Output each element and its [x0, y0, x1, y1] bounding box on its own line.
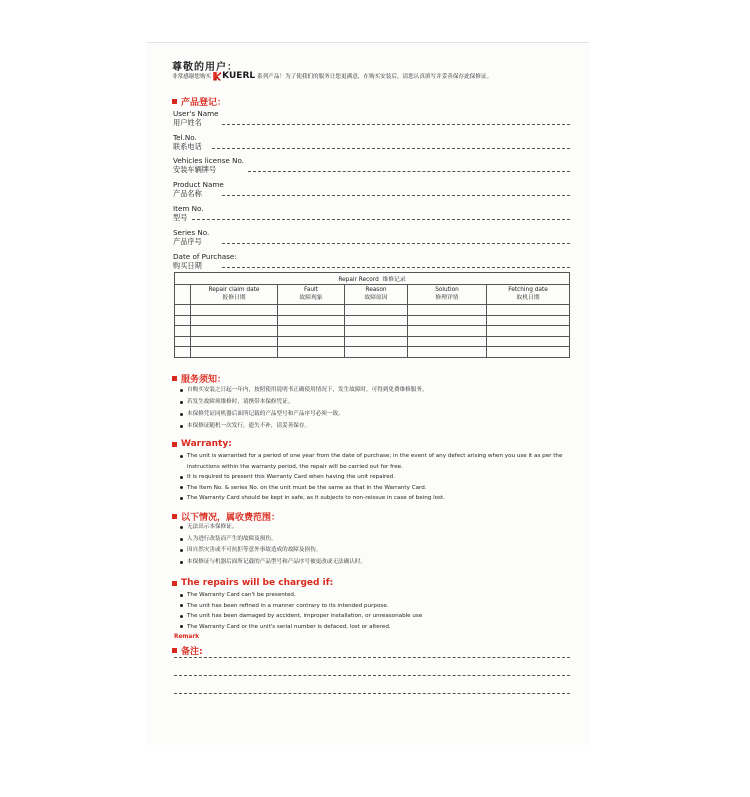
field-series-no [173, 229, 209, 246]
list-item-text: 本保修凭证同机器后面所记载的产品型号和产品序号必须一致。 [187, 411, 344, 417]
list-item [180, 557, 366, 569]
charged-en-list [180, 590, 422, 632]
bullet-icon [180, 389, 183, 392]
bullet-icon [180, 413, 183, 416]
field-label-zh: 安装车辆牌号 [173, 164, 217, 174]
bullet-icon [180, 549, 183, 552]
row-index-header [175, 285, 191, 305]
table-cell [408, 336, 487, 347]
tel-line [212, 148, 570, 149]
field-label-en: Tel.No. [173, 133, 197, 142]
table-cell [175, 336, 191, 347]
list-item [180, 420, 428, 432]
list-item-continuation [180, 462, 562, 473]
warranty-heading [172, 439, 232, 449]
table-cell [345, 315, 408, 326]
table-row [175, 326, 570, 337]
charged-zh-list [180, 522, 366, 568]
field-label-en: Date of Purchase: [173, 252, 237, 261]
table-cell [191, 336, 278, 347]
bullet-icon [180, 526, 183, 529]
list-item-text: The unit has been refined in a manner contrary to its intended purpose. [187, 602, 389, 609]
field-label-zh: 用户姓名 [173, 117, 202, 127]
table-row [175, 347, 570, 358]
column-header [408, 285, 487, 305]
table-cell [278, 347, 345, 358]
remark-line [174, 693, 570, 694]
red-square-icon [172, 514, 177, 519]
field-label-en: Series No. [173, 228, 210, 237]
list-item-text: instructions within the warranty period, the repair will be carried out for free. [187, 463, 403, 470]
table-cell [487, 347, 570, 358]
column-header-en: Solution [435, 287, 459, 293]
remark-heading-text: 备注: [181, 647, 203, 657]
list-item-text: 本保修证与机器后面所记载的产品型号和产品序号被更改或无法确认时。 [187, 558, 367, 565]
table-row [175, 315, 570, 326]
red-square-icon [172, 442, 177, 447]
table-cell [487, 326, 570, 337]
list-item [180, 545, 366, 557]
bullet-icon [180, 401, 183, 404]
series-no-line [222, 243, 570, 244]
table-cell [191, 305, 278, 316]
charged-en-heading [172, 578, 333, 588]
field-label-en: Item No. [173, 204, 204, 213]
field-label-zh: 产品名称 [173, 188, 202, 198]
table-title-row [175, 273, 570, 285]
red-square-icon [172, 648, 177, 653]
license-line [248, 171, 570, 172]
table-cell [408, 315, 487, 326]
field-label-zh: 产品序号 [173, 236, 202, 246]
kuerl-logo-icon [213, 72, 221, 81]
brand-logo [213, 71, 255, 81]
list-item [180, 611, 422, 622]
table-cell [278, 326, 345, 337]
list-item-text: It is required to present this Warranty Card when having the unit repaired. [187, 474, 395, 480]
list-item-text: 无法出示本保修证。 [187, 524, 238, 530]
bullet-icon [180, 425, 183, 428]
red-square-icon [172, 99, 177, 104]
table-cell [345, 326, 408, 337]
list-item [180, 534, 366, 546]
service-notes-list [180, 384, 428, 432]
table-title [175, 273, 570, 285]
field-label-zh: 联系电话 [173, 141, 202, 151]
column-header [487, 285, 570, 305]
table-cell [278, 305, 345, 316]
column-header-en: Fault [304, 287, 318, 293]
field-label-en: Product Name [173, 180, 224, 189]
list-item [180, 590, 422, 601]
registration-heading [172, 95, 226, 108]
table-cell [345, 305, 408, 316]
list-item [180, 408, 428, 420]
table-cell [278, 336, 345, 347]
bullet-icon [180, 538, 183, 541]
field-user-name [173, 110, 219, 127]
list-item [180, 522, 366, 534]
warranty-heading-text: Warranty: [181, 439, 232, 449]
bullet-icon [180, 561, 183, 564]
remark-line [174, 657, 570, 658]
bullet-icon [180, 455, 183, 458]
service-notes-heading-text: 服务须知： [181, 375, 227, 385]
table-header-row [175, 285, 570, 305]
list-item-text: The unit has been damaged by accident, improper installation, or unreasonable use [187, 613, 423, 619]
list-item [180, 472, 562, 483]
table-cell [175, 305, 191, 316]
repair-record-table [174, 272, 570, 358]
table-cell [487, 336, 570, 347]
list-item-text: The Item No. & series No. on the unit must be the same as that in the Warranty Card. [187, 484, 427, 491]
greeting-title: 尊敬的用户： [172, 62, 238, 73]
table-cell [175, 326, 191, 337]
table-cell [278, 315, 345, 326]
table-cell [345, 336, 408, 347]
remark-line [174, 675, 570, 676]
list-item [180, 601, 422, 612]
bullet-icon [180, 476, 183, 479]
list-item-text: 人为进行改装而产生的故障及损伤。 [187, 535, 277, 542]
list-item-text: The Warranty Card or the unit's serial number is defaced, lost or altered. [187, 623, 391, 630]
bullet-icon [180, 486, 183, 489]
greeting-prefix: 非常感谢您购买 [172, 74, 212, 80]
table-cell [408, 305, 487, 316]
table-cell [408, 347, 487, 358]
table-row [175, 305, 570, 316]
red-square-icon [172, 581, 177, 586]
column-header-en: Fetching date [508, 287, 548, 293]
bullet-icon [180, 604, 183, 607]
remark-label-en: Remark [174, 634, 200, 640]
column-header-zh: 修理详情 [435, 294, 459, 301]
table-cell [408, 326, 487, 337]
field-tel [173, 134, 202, 151]
table-cell [487, 315, 570, 326]
table-cell [345, 347, 408, 358]
column-header-zh: 取机日期 [516, 294, 540, 301]
field-label-zh: 型号 [173, 212, 188, 222]
bullet-icon [180, 615, 183, 618]
field-license [173, 157, 244, 174]
column-header [191, 285, 278, 305]
field-label-en: User's Name [173, 109, 219, 118]
greeting-suffix: 系列产品！为了使我们的服务让您更满意，在购买安装后，请您认真填写并妥善保存此保修证。 [257, 74, 493, 80]
user-name-line [222, 124, 570, 125]
table-cell [191, 315, 278, 326]
list-item [180, 493, 562, 504]
list-item [180, 451, 562, 462]
list-item [180, 622, 422, 633]
field-label-en: Vehicles license No. [173, 156, 245, 165]
table-row [175, 336, 570, 347]
table-cell [191, 347, 278, 358]
list-item-text: 因自然灾害或不可抗拒等意外事故造成的故障及损伤。 [187, 547, 322, 553]
table-title-zh: 维修记录 [382, 277, 406, 283]
field-product-name [173, 181, 224, 198]
bullet-icon [180, 625, 183, 628]
table-title-en: Repair Record [338, 277, 379, 283]
list-item [180, 384, 428, 396]
remark-heading [172, 644, 203, 657]
table-cell [175, 347, 191, 358]
column-header-en: Repair claim date [208, 287, 260, 293]
list-item-text: 若发生故障须维修时，请携带本保修凭证。 [187, 399, 294, 405]
column-header-en: Reason [365, 287, 387, 293]
bullet-icon [180, 497, 183, 500]
list-item [180, 483, 562, 494]
bullet-icon [180, 594, 183, 597]
list-item-text: The Warranty Card should be kept in safe, as it subjects to non-reissue in case of being lost. [187, 495, 445, 501]
column-header [278, 285, 345, 305]
table-cell [191, 326, 278, 337]
brand-name: KUERL [222, 71, 256, 81]
list-item-text: The unit is warranted for a period of one year from the date of purchase; in the event of any defect arising when you use it as per the [187, 453, 563, 459]
greeting-line [172, 71, 492, 81]
warranty-list [180, 451, 562, 504]
item-no-line [192, 219, 570, 220]
purchase-date-line [222, 267, 570, 268]
list-item-text: 本保修证随机一次发行，遗失不补，请妥善保存。 [187, 423, 311, 429]
registration-heading-text: 产品登记： [181, 98, 227, 108]
list-item-text: 自购买安装之日起一年内，按照使用说明书正确使用情况下，发生故障时，可得到免费维修服务。 [187, 387, 428, 393]
list-item [180, 396, 428, 408]
field-label-zh: 购买日期 [173, 260, 202, 270]
column-header-zh: 故障原因 [364, 294, 388, 301]
column-header-zh: 故障现象 [299, 294, 323, 301]
table-cell [487, 305, 570, 316]
list-item-text: The Warranty Card can't be presented. [187, 592, 296, 598]
red-square-icon [172, 376, 177, 381]
column-header-zh: 报修日期 [222, 294, 246, 301]
table-cell [175, 315, 191, 326]
charged-en-heading-text: The repairs will be charged if: [181, 578, 334, 588]
product-name-line [222, 195, 570, 196]
charged-zh-heading-text: 以下情况，属收费范围： [181, 513, 281, 523]
column-header [345, 285, 408, 305]
